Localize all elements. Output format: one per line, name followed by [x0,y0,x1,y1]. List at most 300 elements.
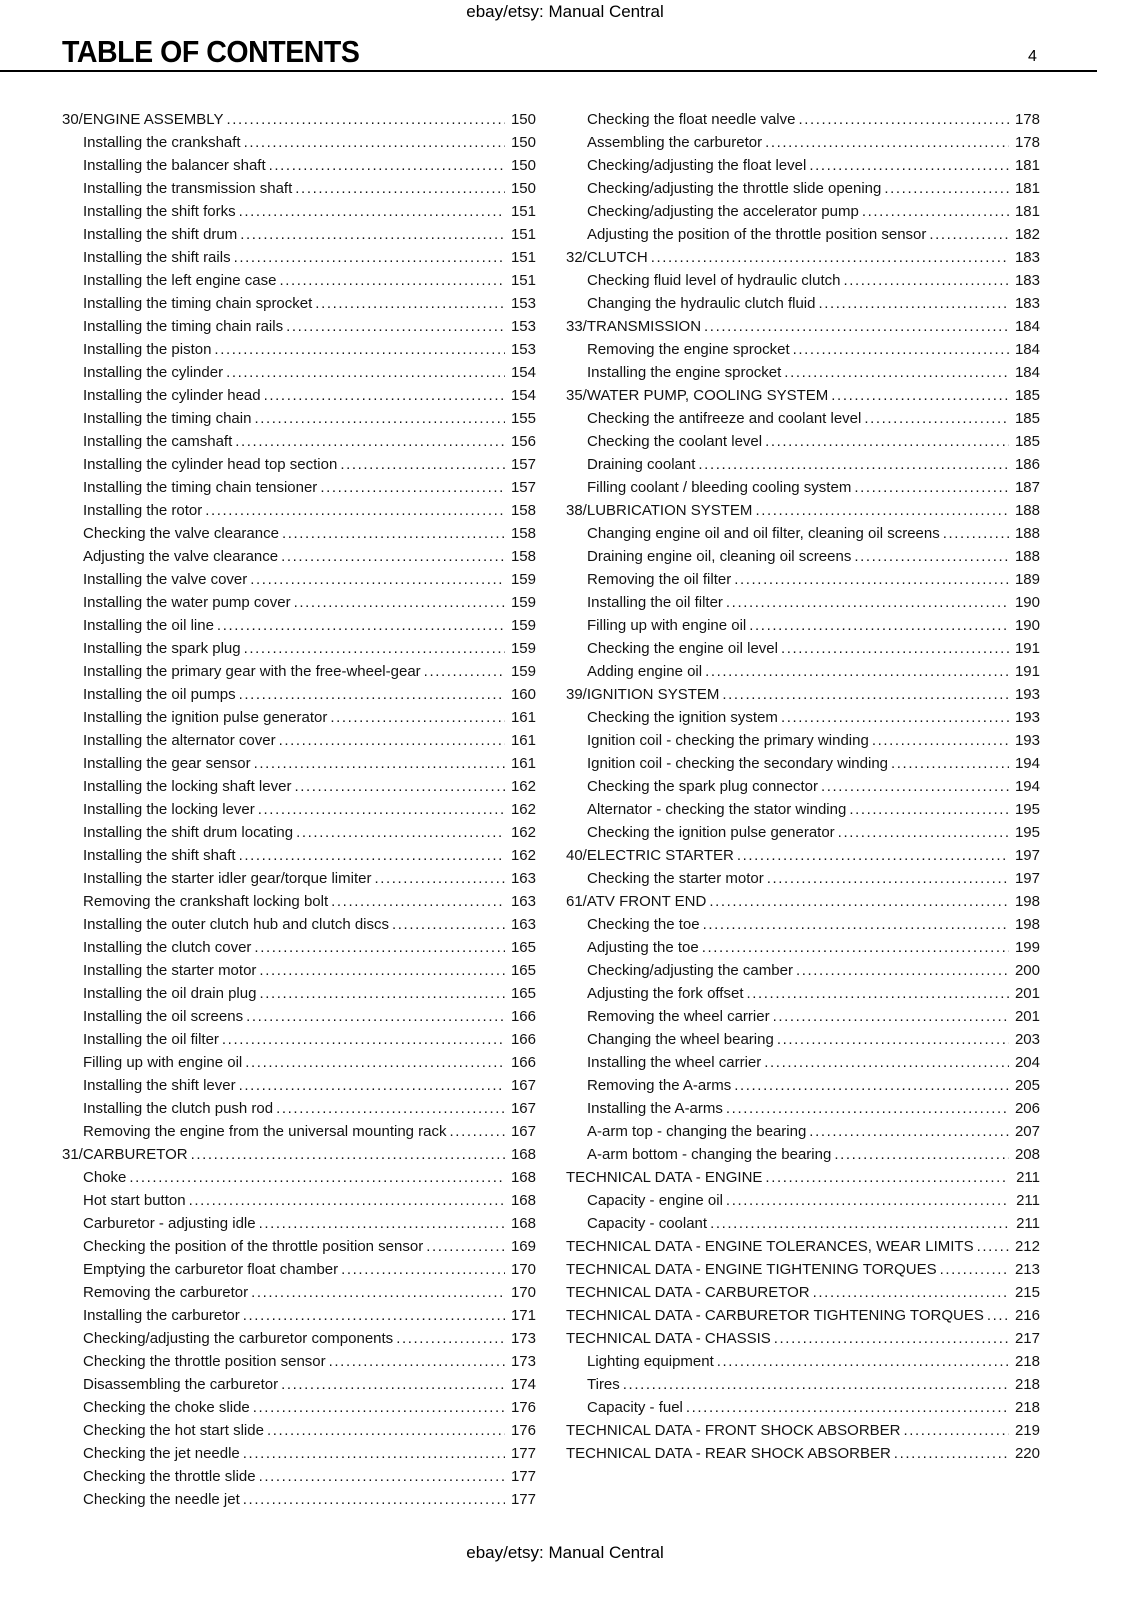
toc-entry-page: 150 [510,111,536,128]
toc-entry-page: 176 [510,1399,536,1416]
dot-leader [240,223,505,246]
toc-entry [566,913,1040,936]
toc-entry-label: Removing the crankshaft locking bolt [83,893,329,910]
dot-leader [651,246,1009,269]
toc-entry [566,1327,1040,1350]
dot-leader [396,1327,505,1350]
toc-entry-label: Checking the antifreeze and coolant level [587,410,862,427]
dot-leader [891,752,1009,775]
toc-entry-label: Installing the alternator cover [83,732,276,749]
dot-leader [259,959,505,982]
toc-entry-label: 35/WATER PUMP, COOLING SYSTEM [566,387,829,404]
dot-leader [710,1212,1009,1235]
toc-entry [566,568,1040,591]
toc-entry-label: Adding engine oil [587,663,703,680]
toc-entry-label: Installing the timing chain [83,410,252,427]
dot-leader [189,1189,505,1212]
toc-entry-page: 181 [1014,180,1040,197]
dot-leader [226,108,505,131]
toc-entry-label: TECHNICAL DATA - ENGINE TOLERANCES, WEAR LIMITS [566,1238,974,1255]
toc-entry [566,407,1040,430]
toc-entry [566,706,1040,729]
dot-leader [264,384,505,407]
toc-entry-page: 165 [510,939,536,956]
toc-entry-label: Installing the outer clutch hub and clutch discs [83,916,390,933]
dot-leader [904,1419,1010,1442]
toc-entry-label: Installing the engine sprocket [587,364,782,381]
toc-entry-page: 168 [510,1192,536,1209]
toc-entry-page: 160 [510,686,536,703]
toc-entry [62,430,536,453]
toc-entry-page: 218 [1014,1399,1040,1416]
toc-entry-label: Assembling the carburetor [587,134,763,151]
toc-entry [566,614,1040,637]
toc-entry-label: Adjusting the valve clearance [83,548,279,565]
toc-entry-label: Draining engine oil, cleaning oil screens [587,548,852,565]
toc-entry-label: Checking the starter motor [587,870,764,887]
dot-leader [796,959,1009,982]
toc-entry-page: 198 [1014,916,1040,933]
dot-leader [191,1143,505,1166]
dot-leader [977,1235,1009,1258]
toc-entry-page: 162 [510,801,536,818]
toc-entry-label: Changing the hydraulic clutch fluid [587,295,816,312]
dot-leader [623,1373,1009,1396]
toc-entry [566,1051,1040,1074]
toc-entry-page: 188 [1014,502,1040,519]
toc-entry-label: 40/ELECTRIC STARTER [566,847,734,864]
page-title: TABLE OF CONTENTS [62,34,360,69]
toc-entry-label: Checking/adjusting the camber [587,962,793,979]
dot-leader [749,614,1009,637]
toc-entry-page: 183 [1014,249,1040,266]
toc-entry-label: Choke [83,1169,127,1186]
toc-entry [566,591,1040,614]
dot-leader [320,476,505,499]
toc-entry-label: Installing the piston [83,341,212,358]
toc-entry-page: 157 [510,456,536,473]
toc-entry [62,499,536,522]
toc-entry-page: 193 [1014,686,1040,703]
toc-entry-page: 190 [1014,594,1040,611]
toc-entry [62,959,536,982]
toc-entry [566,292,1040,315]
toc-entry [566,1235,1040,1258]
toc-entry [62,1189,536,1212]
toc-entry-page: 165 [510,985,536,1002]
toc-entry [566,798,1040,821]
toc-entry-label: 33/TRANSMISSION [566,318,702,335]
dot-leader [315,292,505,315]
toc-entry [566,867,1040,890]
toc-entry-label: Checking the valve clearance [83,525,279,542]
toc-entry-label: Filling coolant / bleeding cooling system [587,479,852,496]
toc-entry-page: 201 [1014,1008,1040,1025]
toc-entry-page: 212 [1014,1238,1040,1255]
toc-entry-label: Installing the clutch push rod [83,1100,274,1117]
toc-entry [62,1235,536,1258]
dot-leader [831,384,1009,407]
dot-leader [259,1465,505,1488]
dot-leader [929,223,1009,246]
toc-entry [566,959,1040,982]
toc-entry-page: 177 [510,1468,536,1485]
dot-leader [243,1442,505,1465]
toc-entry-label: Removing the oil filter [587,571,732,588]
toc-entry-label: Tires [587,1376,620,1393]
toc-entry [62,1465,536,1488]
toc-entry [566,315,1040,338]
toc-entry-page: 174 [510,1376,536,1393]
title-divider [0,70,1097,72]
toc-entry-label: TECHNICAL DATA - CARBURETOR TIGHTENING TORQUES [566,1307,984,1324]
dot-leader [239,1074,505,1097]
toc-entry-label: Installing the wheel carrier [587,1054,762,1071]
dot-leader [838,821,1009,844]
toc-entry [62,913,536,936]
dot-leader [854,545,1009,568]
toc-entry-page: 161 [510,732,536,749]
toc-entry-page: 168 [510,1169,536,1186]
toc-entry-label: Installing the oil filter [587,594,723,611]
dot-leader [245,1051,505,1074]
toc-entry-label: Checking the ignition system [587,709,778,726]
dot-leader [250,568,505,591]
toc-entry-page: 155 [510,410,536,427]
dot-leader [818,292,1009,315]
toc-entry [566,338,1040,361]
toc-entry-page: 220 [1014,1445,1040,1462]
dot-leader [722,683,1009,706]
dot-leader [276,1097,505,1120]
dot-leader [702,936,1009,959]
toc-entry-label: Installing the water pump cover [83,594,291,611]
toc-entry-page: 178 [1014,111,1040,128]
dot-leader [773,1005,1009,1028]
toc-entry-page: 173 [510,1330,536,1347]
toc-entry-label: Installing the shift rails [83,249,231,266]
toc-entry-page: 153 [510,341,536,358]
dot-leader [943,522,1009,545]
toc-entry [566,683,1040,706]
toc-entry [566,1304,1040,1327]
dot-leader [295,177,505,200]
toc-entry [62,361,536,384]
dot-leader [329,1350,505,1373]
dot-leader [765,131,1009,154]
toc-entry-page: 191 [1014,640,1040,657]
dot-leader [340,453,505,476]
dot-leader [330,706,505,729]
toc-entry-label: TECHNICAL DATA - FRONT SHOCK ABSORBER [566,1422,901,1439]
toc-entry-label: 30/ENGINE ASSEMBLY [62,111,224,128]
toc-entry-label: 31/CARBURETOR [62,1146,188,1163]
dot-leader [734,568,1009,591]
dot-leader [862,200,1009,223]
toc-entry-page: 198 [1014,893,1040,910]
toc-entry-page: 165 [510,962,536,979]
toc-entry [566,1166,1040,1189]
toc-entry [62,614,536,637]
toc-entry [566,637,1040,660]
toc-entry-page: 153 [510,318,536,335]
toc-entry-label: Installing the timing chain tensioner [83,479,318,496]
toc-entry [62,568,536,591]
toc-entry-page: 205 [1014,1077,1040,1094]
toc-entry-page: 182 [1014,226,1040,243]
toc-entry-label: TECHNICAL DATA - CARBURETOR [566,1284,810,1301]
toc-entry-page: 158 [510,502,536,519]
dot-leader [282,522,505,545]
toc-entry-page: 167 [510,1123,536,1140]
toc-entry [566,1373,1040,1396]
toc-entry-page: 197 [1014,847,1040,864]
dot-leader [239,683,505,706]
dot-leader [239,844,505,867]
toc-entry-page: 177 [510,1445,536,1462]
toc-entry-page: 216 [1014,1307,1040,1324]
toc-entry-label: 38/LUBRICATION SYSTEM [566,502,753,519]
dot-leader [798,108,1009,131]
watermark-top: ebay/etsy: Manual Central [466,2,664,21]
toc-entry-label: 39/IGNITION SYSTEM [566,686,720,703]
toc-entry-page: 157 [510,479,536,496]
toc-entry-label: Removing the wheel carrier [587,1008,770,1025]
toc-column-right [566,108,1040,1511]
toc-entry-page: 163 [510,870,536,887]
toc-entry [566,1097,1040,1120]
toc-entry-label: Checking the hot start slide [83,1422,264,1439]
toc-entry-page: 211 [1016,1215,1040,1232]
toc-entry [62,844,536,867]
toc-entry-label: Installing the starter motor [83,962,257,979]
toc-entry-page: 187 [1014,479,1040,496]
toc-entry-label: Installing the locking shaft lever [83,778,292,795]
toc-entry-page: 159 [510,594,536,611]
toc-entry-page: 170 [510,1284,536,1301]
toc-entry [566,1120,1040,1143]
toc-entry [566,361,1040,384]
toc-entry-label: Installing the A-arms [587,1100,723,1117]
toc-entry [566,982,1040,1005]
toc-entry-page: 197 [1014,870,1040,887]
dot-leader [254,407,505,430]
toc-entry-page: 185 [1014,433,1040,450]
toc-entry [62,1258,536,1281]
toc-entry-page: 178 [1014,134,1040,151]
toc-entry-label: Checking the needle jet [83,1491,240,1508]
toc-entry-page: 201 [1014,985,1040,1002]
toc-entry [62,821,536,844]
toc-entry-label: Installing the oil pumps [83,686,236,703]
toc-entry-page: 203 [1014,1031,1040,1048]
dot-leader [809,1120,1009,1143]
toc-entry-page: 150 [510,157,536,174]
toc-entry-page: 191 [1014,663,1040,680]
toc-entry-label: TECHNICAL DATA - ENGINE TIGHTENING TORQUES [566,1261,937,1278]
toc-entry-label: Checking the coolant level [587,433,763,450]
toc-entry-page: 158 [510,525,536,542]
toc-entry [566,1143,1040,1166]
dot-leader [698,453,1009,476]
dot-leader [267,1419,505,1442]
dot-leader [254,752,505,775]
toc-entry-label: Installing the timing chain rails [83,318,284,335]
dot-leader [746,982,1009,1005]
toc-entry [62,292,536,315]
toc-entry [62,1120,536,1143]
toc-entry [62,936,536,959]
toc-entry-page: 194 [1014,778,1040,795]
dot-leader [214,338,505,361]
toc-entry-label: Installing the primary gear with the free-wheel-gear [83,663,421,680]
toc-entry [62,729,536,752]
dot-leader [834,1143,1009,1166]
toc-entry-page: 151 [510,249,536,266]
toc-entry [566,1074,1040,1097]
toc-entry-label: Installing the oil screens [83,1008,244,1025]
dot-leader [286,315,505,338]
toc-entry-label: Installing the shift drum [83,226,238,243]
toc-entry-page: 166 [510,1031,536,1048]
toc-entry-page: 159 [510,640,536,657]
toc-entry-page: 181 [1014,157,1040,174]
dot-leader [246,1005,505,1028]
toc-entry-label: Checking the throttle slide [83,1468,256,1485]
dot-leader [222,1028,505,1051]
dot-leader [281,1373,505,1396]
toc-entry-page: 170 [510,1261,536,1278]
toc-entry-page: 151 [510,272,536,289]
toc-entry [62,1350,536,1373]
toc-entry [566,430,1040,453]
toc-entry-label: Changing the wheel bearing [587,1031,774,1048]
dot-leader [813,1281,1009,1304]
toc-entry [566,1189,1040,1212]
toc-entry-label: Checking the toe [587,916,700,933]
toc-entry-label: Filling up with engine oil [587,617,747,634]
toc-entry-page: 161 [510,755,536,772]
toc-entry-page: 188 [1014,548,1040,565]
toc-entry [566,453,1040,476]
toc-entry-label: Installing the shift lever [83,1077,236,1094]
toc-entry [566,499,1040,522]
toc-entry-label: Installing the valve cover [83,571,248,588]
toc-entry-label: Removing the engine from the universal mounting rack [83,1123,447,1140]
toc-entry-page: 184 [1014,341,1040,358]
dot-leader [244,637,505,660]
toc-entry-label: Capacity - fuel [587,1399,683,1416]
dot-leader [709,890,1009,913]
toc-entry-label: Installing the timing chain sprocket [83,295,313,312]
watermark-bottom: ebay/etsy: Manual Central [466,1543,664,1562]
toc-entry [62,1143,536,1166]
toc-entry [566,246,1040,269]
dot-leader [234,246,505,269]
dot-leader [781,706,1009,729]
dot-leader [777,1028,1009,1051]
toc-entry [566,545,1040,568]
toc-entry-page: 185 [1014,410,1040,427]
dot-leader [686,1396,1009,1419]
dot-leader [258,798,505,821]
toc-entry [566,223,1040,246]
toc-entry-page: 218 [1014,1376,1040,1393]
toc-entry-page: 167 [510,1077,536,1094]
toc-entry-label: Adjusting the position of the throttle position sensor [587,226,927,243]
toc-entry [62,1051,536,1074]
toc-entry [566,775,1040,798]
toc-entry [62,890,536,913]
toc-entry-page: 194 [1014,755,1040,772]
dot-leader [239,200,505,223]
toc-entry [566,522,1040,545]
dot-leader [849,798,1009,821]
dot-leader [424,660,505,683]
toc-entry-label: Checking fluid level of hydraulic clutch [587,272,841,289]
toc-entry-page: 159 [510,571,536,588]
toc-entry [566,1028,1040,1051]
toc-entry-page: 168 [510,1215,536,1232]
toc-entry [62,453,536,476]
dot-leader [341,1258,505,1281]
dot-leader [726,1189,1009,1212]
toc-entry [566,1419,1040,1442]
dot-leader [726,1097,1009,1120]
toc-entry-page: 163 [510,893,536,910]
toc-entry-page: 193 [1014,732,1040,749]
toc-entry-label: Installing the carburetor [83,1307,240,1324]
toc-entry-label: Ignition coil - checking the primary winding [587,732,869,749]
toc-entry-label: Installing the gear sensor [83,755,251,772]
dot-leader [894,1442,1009,1465]
dot-leader [226,361,505,384]
toc-entry [62,1396,536,1419]
toc-entry-page: 154 [510,387,536,404]
toc-entry-page: 208 [1014,1146,1040,1163]
toc-entry [62,1281,536,1304]
toc-entry-label: Disassembling the carburetor [83,1376,279,1393]
toc-entry [62,1028,536,1051]
toc-entry [62,1304,536,1327]
toc-entry-label: Checking/adjusting the carburetor components [83,1330,394,1347]
toc-entry [62,407,536,430]
toc-entry [62,522,536,545]
toc-entry [62,683,536,706]
toc-entry-page: 218 [1014,1353,1040,1370]
toc-entry-label: Installing the camshaft [83,433,233,450]
toc-entry [62,246,536,269]
dot-leader [940,1258,1009,1281]
toc-entry-label: Installing the cylinder [83,364,224,381]
dot-leader [254,936,505,959]
toc-entry-page: 162 [510,778,536,795]
toc-entry-page: 213 [1014,1261,1040,1278]
toc-entry-label: Carburetor - adjusting idle [83,1215,256,1232]
toc-entry-label: 61/ATV FRONT END [566,893,707,910]
toc-entry [62,1442,536,1465]
dot-leader [269,154,505,177]
toc-entry [62,775,536,798]
page-number: 4 [1028,48,1037,65]
toc-entry [566,660,1040,683]
toc-entry [62,752,536,775]
toc-entry-label: TECHNICAL DATA - CHASSIS [566,1330,771,1347]
toc-entry [62,1373,536,1396]
dot-leader [251,1281,505,1304]
toc-entry-label: Installing the shift shaft [83,847,236,864]
toc-entry-label: Checking/adjusting the accelerator pump [587,203,859,220]
